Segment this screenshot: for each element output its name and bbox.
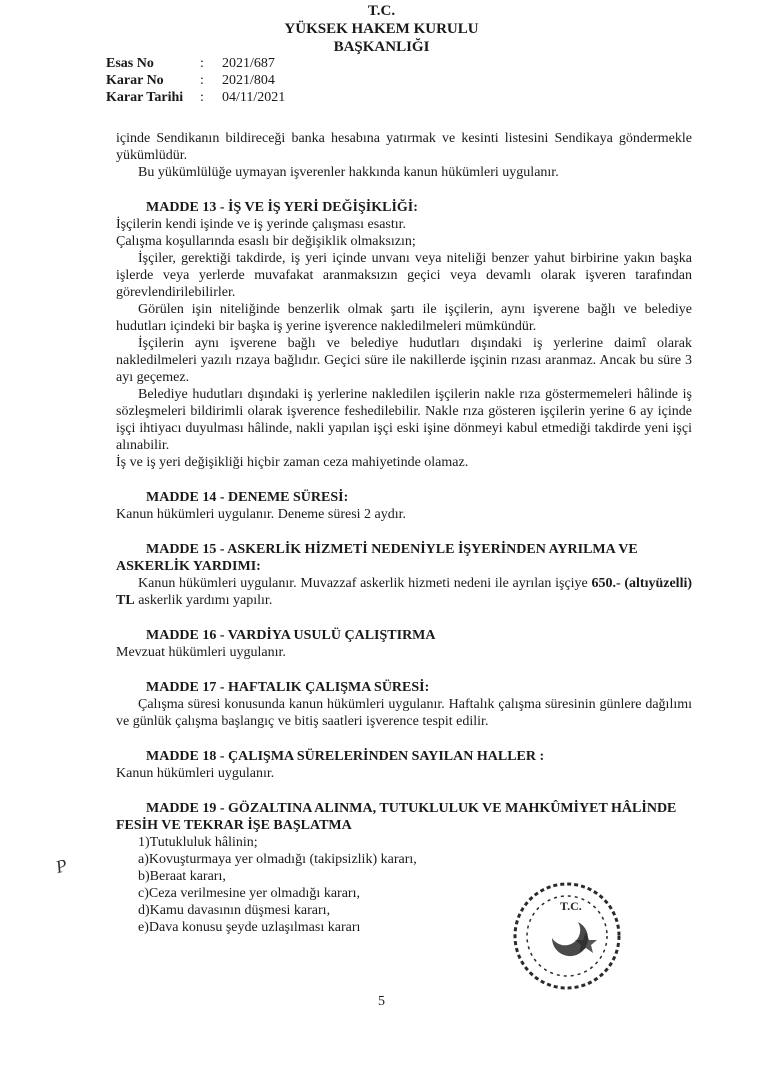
article-13-paragraph-2: Çalışma koşullarında esaslı bir değişiklik olmaksızın; [116,234,416,249]
article-15-paragraph-1 [116,575,692,609]
header-line-2: YÜKSEK HAKEM KURULU [284,21,479,37]
article-19-item: 1)Tutukluluk hâlinin; [138,835,258,850]
article-13-title: MADDE 13 - İŞ VE İŞ YERİ DEĞİŞİKLİĞİ: [146,200,418,215]
page-number: 5 [378,994,385,1009]
meta-row-tarih [106,89,285,106]
article-19-item: d)Kamu davasının düşmesi kararı, [138,903,331,918]
meta-value: 2021/687 [222,56,275,71]
header-line-3: BAŞKANLIĞI [333,39,430,55]
article-13-paragraph-6: Belediye hudutları dışındaki iş yerlerine nakledilen işçilerin nakle rıza göstermemeleri hâlinde iş sözleşmeleri bildirimli olarak işverence feshedilebilir. Nakle rıza gösteren işçilerin yerine 6 ay içinde işçi ihtiyacı duyulması hâlinde, nakli yapılan işçi eski işine dönmeyi kabul etmediği takdirde yeni işçi alınabilir. [116,387,692,453]
article-19-item: c)Ceza verilmesine yer olmadığı kararı, [138,886,360,901]
official-seal-stamp [508,880,626,992]
meta-value: 2021/804 [222,73,275,88]
meta-value: 04/11/2021 [222,90,286,105]
document-body [116,130,692,936]
article-15-amount: 650.- (altıyüzelli) TL [116,576,693,608]
article-16-paragraph-1: Mevzuat hükümleri uygulanır. [116,645,286,660]
meta-label: Karar No [106,73,164,88]
meta-row-esas [106,55,285,72]
article-15-title: MADDE 15 - ASKERLİK HİZMETİ NEDENİYLE İŞYERİNDEN AYRILMA VE ASKERLİK YARDIMI: [116,542,638,574]
meta-label: Karar Tarihi [106,90,184,105]
article-13-paragraph-3: İşçiler, gerektiği takdirde, iş yeri içinde unvanı veya niteliği benzer yahut birbirine yakın başka işlerde veya yerlerde muvafakat aranmaksızın geçici veya devamlı olarak işveren tarafından görevlendirilebilirler. [116,251,692,300]
article-19-item: a)Kovuşturmaya yer olmadığı (takipsizlik) kararı, [138,852,417,867]
article-18-title: MADDE 18 - ÇALIŞMA SÜRELERİNDEN SAYILAN HALLER : [146,749,545,764]
intro-paragraph-1: içinde Sendikanın bildireceği banka hesabına yatırmak ve kesinti listesini Sendikaya göndermekle yükümlüdür. [116,131,692,163]
article-13-paragraph-4: Görülen işin niteliğinde benzerlik olmak şartı ile işçilerin, aynı işverene bağlı ve belediye hudutları içindeki bir başka iş yerine işverence nakledilmeleri mümkündür. [116,302,692,334]
article-18-paragraph-1: Kanun hükümleri uygulanır. [116,766,275,781]
meta-colon: : [200,56,204,71]
article-14-paragraph-1: Kanun hükümleri uygulanır. Deneme süresi 2 aydır. [116,507,407,522]
article-13-paragraph-1: İşçilerin kendi işinde ve iş yerinde çalışması esastır. [116,217,407,232]
article-13-paragraph-5: İşçilerin aynı işverene bağlı ve belediye hudutları dışındaki iş yerlerine daimî olarak nakledilmeleri yazılı rızaya bağlıdır. Geçici süre ile nakillerde işçinin rızası aranmaz. Ancak bu süre 3 ayı geçemez. [116,336,692,385]
article-19-title: MADDE 19 - GÖZALTINA ALINMA, TUTUKLULUK VE MAHKÛMİYET HÂLİNDE FESİH VE TEKRAR İŞE BAŞLATMA [116,801,677,833]
article-15-text-c: askerlik yardımı yapılır. [134,593,273,608]
article-16-title: MADDE 16 - VARDİYA USULÜ ÇALIŞTIRMA [146,628,436,643]
header-line-1: T.C. [367,3,396,19]
article-15-text-a: Kanun hükümleri uygulanır. Muvazzaf askerlik hizmeti nedeni ile ayrılan işçiye [138,576,592,591]
article-17-paragraph-1: Çalışma süresi konusunda kanun hükümleri uygulanır. Haftalık çalışma süresinin günlere dağılımı ve günlük çalışma başlangıç ve bitiş saatleri işverence tespit edilir. [116,697,692,729]
meta-colon: : [200,73,204,88]
case-metadata [106,55,285,106]
seal-text: T.C. [560,899,582,913]
article-14-title: MADDE 14 - DENEME SÜRESİ: [146,490,349,505]
document-header [0,2,763,56]
intro-paragraph-2: Bu yükümlülüğe uymayan işverenler hakkında kanun hükümleri uygulanır. [138,165,559,180]
article-17-title: MADDE 17 - HAFTALIK ÇALIŞMA SÜRESİ: [146,680,430,695]
meta-label: Esas No [106,56,154,71]
meta-colon: : [200,90,204,105]
meta-row-karar [106,72,285,89]
article-19-item: e)Dava konusu şeyde uzlaşılması kararı [138,920,361,935]
article-13-paragraph-7: İş ve iş yeri değişikliği hiçbir zaman ceza mahiyetinde olamaz. [116,455,469,470]
article-19-item: b)Beraat kararı, [138,869,226,884]
handwritten-initial: P [53,854,70,878]
